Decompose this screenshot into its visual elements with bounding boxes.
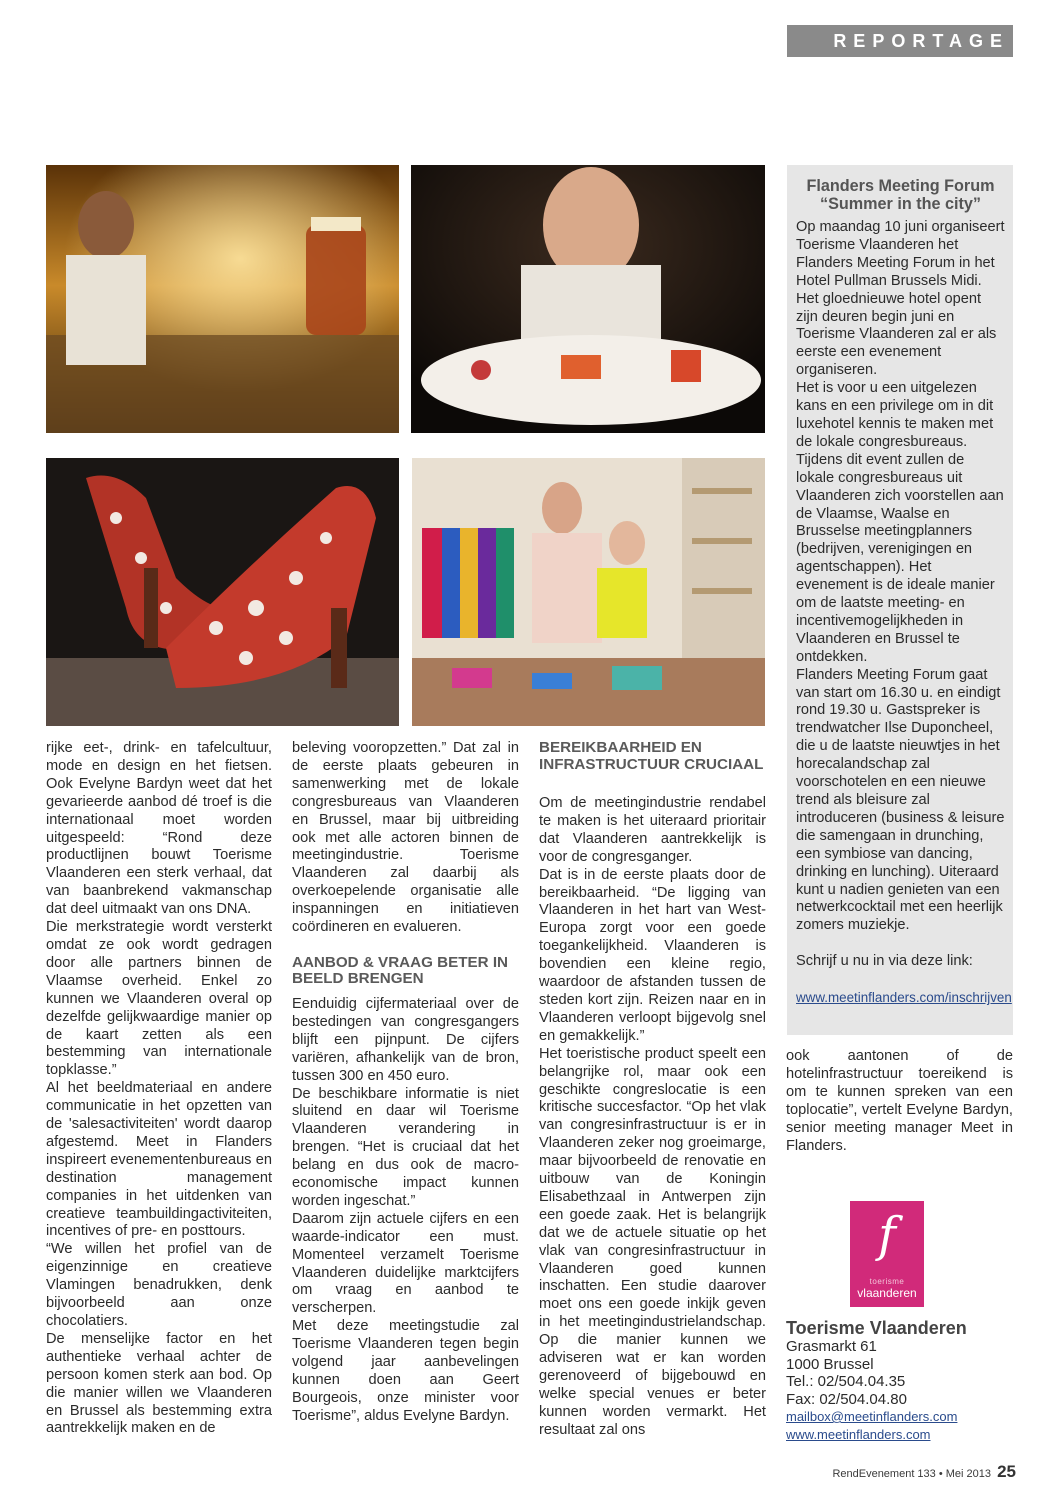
- page-number: 25: [997, 1462, 1016, 1481]
- paragraph: Het toeristische product speelt een belangrijke rol, maar ook een geschikte congreslocatie is een kritische succesfactor. “Op het vlak van congresinfrastructuur is er in Vlaanderen zeker nog groeimarge, maar bijvoorbeeld de renovatie en uitbouw van de Koningin Elisabethzaal in Antwerpen zijn een goede zaak. Het is belangrijk dat we de actuele situatie op het vlak van congresinfrastructuur in Vlaanderen goed kunnen inschatten. Een studie daarover moet ons een goede inkijk geven in het meetingindustrielandschap. Op die manier kunnen we adviseren wat er kan worden gerenoveerd of bijgebouwd en welke special venues er beter kunnen worden vermarkt. Het resultaat zal ons: [539, 1045, 766, 1438]
- paragraph: De menselijke factor en het authentieke verhaal achter de persoon komen sterk aan bod. Op die manier willen we Vlaanderen en Brussel als bestemming extra aantrekkelijk maken en de: [46, 1330, 272, 1437]
- paragraph: ook aantonen of de hotelinfrastructuur toereikend is om te kunnen spreken van een toplocatie”, vertelt Evelyne Bardyn, senior meeting manager Meet in Flanders.: [786, 1048, 1013, 1154]
- contact-street: Grasmarkt 61: [786, 1338, 877, 1355]
- contact-block: [786, 1318, 1016, 1443]
- contact-website-link[interactable]: www.meetinflanders.com: [786, 1426, 931, 1442]
- chocolate-shoes-photo: [46, 458, 399, 726]
- sidebar-paragraph: Flanders Meeting Forum gaat van start om 16.30 u. en eindigt rond 19.30 u. Gastspreker is trendwatcher Ilse Duponcheel, die u de laatste nieuwtjes in het horecalandschap zal voorschotelen en een nieuwe trend als bleisure zal introduceren (business & leisure die samengaan in drunching, een symbiose van dancing, drinking en lunching). Uiteraard kunt u nadien genieten van een netwerkcocktail met een heerlijk zomers muziekje.: [796, 666, 1005, 934]
- paragraph: Al het beeldmateriaal en andere communicatie in het opzetten van de 'salesactiviteiten' wordt daarop afgestemd. Meet in Flanders inspireert evenementenbureaus en destination management companies in het uitdenken van creatieve teambuildingactiviteiten, incentives of pre- en posttours.: [46, 1080, 272, 1240]
- logo-text-line2: vlaanderen: [857, 1286, 917, 1300]
- paragraph: Om de meetingindustrie rendabel te maken is het uiteraard prioritair dat Vlaanderen aantrekkelijk is voor de congresganger.: [539, 795, 766, 865]
- sidebar-cta: Schrijf u nu in via deze link:: [796, 953, 973, 970]
- paragraph: Daarom zijn actuele cijfers en een waarde-indicator een must. Momenteel verzamelt Toerisme Vlaanderen duidelijke marktcijfers om vraag en aanbod te verscherpen.: [292, 1210, 519, 1317]
- paragraph: rijke eet-, drink- en tafelcultuur, mode en design en het fietsen. Ook Evelyne Bardyn weet dat het gevarieerde aanbod dé troef is die internationaal moet worden uitgespeeld: “Rond deze productlijnen bouwt Toerisme Vlaanderen een sterk verhaal, dat van baanbrekend vakmanschap dat deel uitmaakt van ons DNA.: [46, 740, 272, 918]
- sidebar-paragraph: Op maandag 10 juni organiseert Toerisme Vlaanderen het Flanders Meeting Forum in het Hotel Pullman Brussels Midi. Het gloednieuwe hotel opent zijn deuren begin juni en Toerisme Vlaanderen zal er als eerste een evenement organiseren.: [796, 219, 1005, 379]
- magazine-issue: RendEvenement 133 • Mei 2013: [832, 1468, 992, 1480]
- article-column-2: [292, 740, 519, 1426]
- paragraph: beleving vooropzetten.” Dat zal in de eerste plaats gebeuren in samenwerking met de lokale congresbureaus van Vlaanderen en Brussel, maar bij uitbreiding ook met alle actoren binnen de meetingindustrie. Toerisme Vlaanderen zal daarbij als overkoepelende organisatie alle inspanningen en initiatieven coördineren en evalueren.: [292, 740, 519, 936]
- bar-photo: [46, 165, 399, 433]
- section-heading: BEREIKBAARHEID EN INFRASTRUCTUUR CRUCIAAL: [539, 739, 764, 773]
- toerisme-vlaanderen-logo: [850, 1201, 924, 1307]
- paragraph: De beschikbare informatie is niet sluitend en daar wil Toerisme Vlaanderen verandering in brengen. “Het is cruciaal dat het belang en dus ook de macro-economische impact kunnen worden ingeschat.”: [292, 1085, 519, 1209]
- paragraph: “We willen het profiel van de eigenzinnige en creatieve Vlamingen benadrukken, denk bijvoorbeeld aan onze chocolatiers.: [46, 1241, 272, 1329]
- sidebar-paragraph: Tijdens dit event zullen de lokale congresbureaus uit Vlaanderen zich voorstellen aan de Vlaamse, Waalse en Brusselse meetingplanners (bedrijven, verenigingen en agentschappen). Het evenement is de ideale manier om de laatste meeting- en incentivemogelijkheden in Vlaanderen en Brussel te ontdekken.: [796, 451, 1004, 665]
- event-sidebar: [787, 165, 1013, 1035]
- contact-city: 1000 Brussel: [786, 1355, 874, 1373]
- contact-fax: Fax: 02/504.04.80: [786, 1390, 907, 1408]
- logo-mark: f: [878, 1207, 896, 1263]
- fashion-shop-photo: [412, 458, 765, 726]
- chef-photo: [411, 165, 765, 433]
- paragraph: Die merkstrategie wordt versterkt omdat ze ook wordt gedragen door alle partners binnen de Vlaamse overheid. Enkel zo kunnen we Vlaanderen overal op dezelfde gelijkwaardige manier op de kaart zetten als een bestemming van internationale topklasse.”: [46, 919, 272, 1079]
- paragraph: Dat is in de eerste plaats door de bereikbaarheid. “De ligging van Vlaanderen in het hart van West-Europa zorgt voor een goede toegankelijkheid. Vlaanderen is bovendien een kleine regio, waardoor de afstanden tussen de steden kort zijn. Reizen naar en in Vlaanderen verloopt bijgevolg snel en gemakkelijk.”: [539, 866, 766, 1044]
- contact-name: Toerisme Vlaanderen: [786, 1318, 967, 1338]
- article-column-1: [46, 740, 272, 1438]
- article-column-4: [786, 1048, 1013, 1155]
- sidebar-title: Flanders Meeting Forum “Summer in the city”: [806, 177, 995, 213]
- contact-email-link[interactable]: mailbox@meetinflanders.com: [786, 1409, 958, 1424]
- registration-link[interactable]: www.meetinflanders.com/inschrijven: [796, 990, 1012, 1006]
- paragraph: Met deze meetingstudie zal Toerisme Vlaanderen tegen begin volgend jaar aanbevelingen kunnen doen aan Geert Bourgeois, onze minister voor Toerisme”, aldus Evelyne Bardyn.: [292, 1318, 519, 1424]
- paragraph: Eenduidig cijfermateriaal over de bestedingen van congresgangers blijft een pijnpunt. De cijfers variëren, afhankelijk van de bron, tussen 300 en 450 euro.: [292, 995, 519, 1084]
- logo-text-line1: toerisme: [869, 1277, 905, 1286]
- contact-tel: Tel.: 02/504.04.35: [786, 1373, 906, 1390]
- section-label: REPORTAGE: [787, 25, 1013, 57]
- article-column-3: [539, 740, 766, 1440]
- page-footer: [820, 1462, 1016, 1482]
- sidebar-paragraph: Het is voor u een uitgelezen kans en een privilege om in dit luxehotel kennis te maken met de lokale congresbureaus.: [796, 380, 994, 450]
- section-heading: AANBOD & VRAAG BETER IN BEELD BRENGEN: [292, 953, 509, 988]
